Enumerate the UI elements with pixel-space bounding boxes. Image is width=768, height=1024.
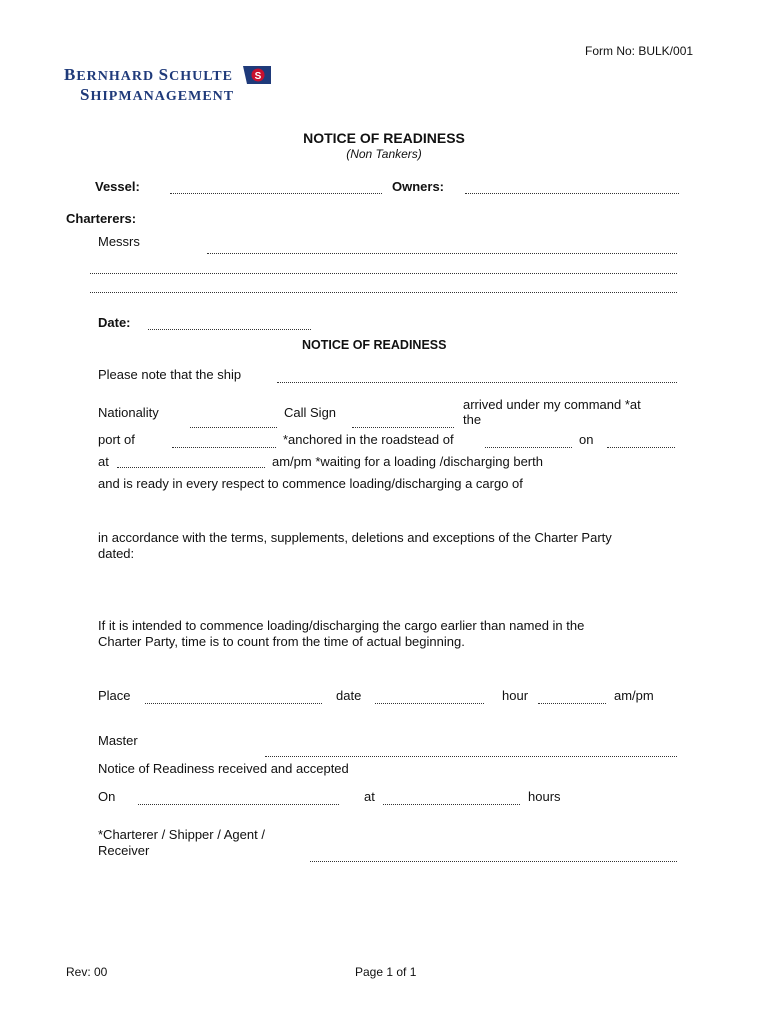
accordance-text-1: in accordance with the terms, supplements, deletions and exceptions of the Charter Party <box>98 530 612 545</box>
call-sign-field[interactable] <box>352 427 454 428</box>
owners-label: Owners: <box>392 179 445 194</box>
arrived-text-1: arrived under my command *at <box>463 397 641 412</box>
company-flag-icon <box>241 65 273 88</box>
vessel-label: Vessel: <box>95 179 140 194</box>
company-name-line2: SHIPMANAGEMENT <box>80 85 235 104</box>
on-date-field[interactable] <box>607 447 675 448</box>
accordance-text-2: dated: <box>98 546 135 561</box>
roadstead-field[interactable] <box>485 447 572 448</box>
charterer-role-text-2: Receiver <box>98 843 150 858</box>
port-field[interactable] <box>172 447 276 448</box>
please-note-text: Please note that the ship <box>98 367 242 382</box>
date-field-2[interactable] <box>375 703 484 704</box>
on-label: on <box>579 432 594 447</box>
section-title: NOTICE OF READINESS <box>302 338 447 352</box>
date-label: Date: <box>98 315 131 330</box>
hour-label: hour <box>502 688 529 703</box>
master-label: Master <box>98 733 138 748</box>
master-signature-field[interactable] <box>265 756 677 757</box>
revision-label: Rev: 00 <box>66 965 108 979</box>
intended-text-2: Charter Party, time is to count from the time of actual beginning. <box>98 634 465 649</box>
messrs-label: Messrs <box>98 234 140 249</box>
date-label-2: date <box>336 688 362 703</box>
nationality-field[interactable] <box>190 427 277 428</box>
intended-text-1: If it is intended to commence loading/discharging the cargo earlier than named in the <box>98 618 585 633</box>
arrived-text-2: the <box>463 412 482 427</box>
anchored-text: *anchored in the roadstead of <box>283 432 454 447</box>
place-field[interactable] <box>145 703 322 704</box>
svg-text:S: S <box>254 71 262 82</box>
date-field[interactable] <box>148 329 311 330</box>
page-number: Page 1 of 1 <box>355 965 417 979</box>
received-on-field[interactable] <box>138 804 339 805</box>
received-text: Notice of Readiness received and accepted <box>98 761 349 776</box>
messrs-field-line2[interactable] <box>90 273 677 274</box>
company-logo-text <box>64 66 234 106</box>
owners-field[interactable] <box>465 193 679 194</box>
company-name-line1: BERNHARD SCHULTE <box>64 65 233 84</box>
call-sign-label: Call Sign <box>284 405 337 420</box>
document-subtitle: (Non Tankers) <box>346 147 422 161</box>
charterers-label: Charterers: <box>66 211 137 226</box>
place-label: Place <box>98 688 131 703</box>
vessel-field[interactable] <box>170 193 382 194</box>
charterer-role-text-1: *Charterer / Shipper / Agent / <box>98 827 265 842</box>
document-title: NOTICE OF READINESS <box>303 130 465 146</box>
ready-text: and is ready in every respect to commence loading/discharging a cargo of <box>98 476 523 491</box>
messrs-field-line3[interactable] <box>90 292 677 293</box>
port-of-label: port of <box>98 432 135 447</box>
at-time-field[interactable] <box>117 467 265 468</box>
at-label: at <box>98 454 109 469</box>
hour-field[interactable] <box>538 703 606 704</box>
waiting-text: am/pm *waiting for a loading /discharging berth <box>272 454 543 469</box>
at-label-2: at <box>364 789 375 804</box>
form-number: Form No: BULK/001 <box>585 44 694 58</box>
nationality-label: Nationality <box>98 405 159 420</box>
ampm-label: am/pm <box>614 688 654 703</box>
messrs-field-line1[interactable] <box>207 253 677 254</box>
charterer-signature-field[interactable] <box>310 861 677 862</box>
ship-name-field[interactable] <box>277 382 677 383</box>
on-label-2: On <box>98 789 116 804</box>
hours-label: hours <box>528 789 561 804</box>
received-at-field[interactable] <box>383 804 520 805</box>
